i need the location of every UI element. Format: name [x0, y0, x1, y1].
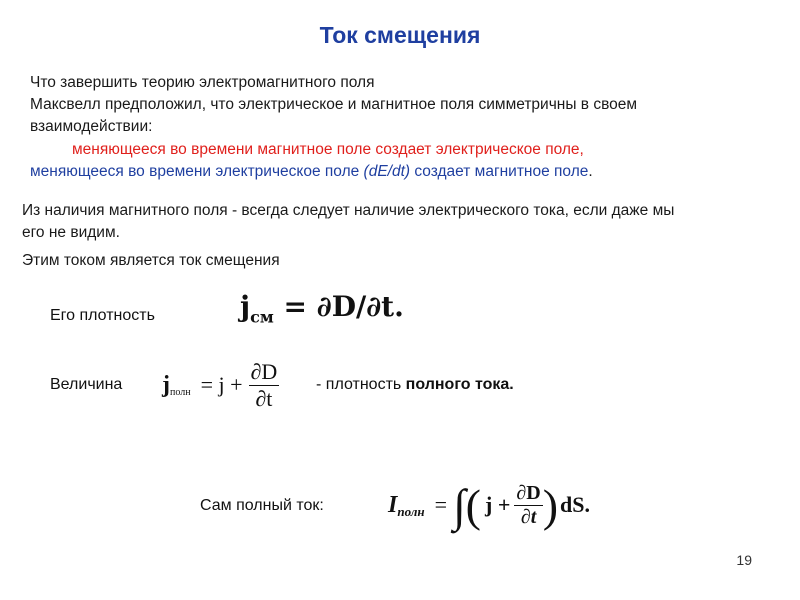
full-ds: dS. — [560, 492, 591, 517]
para3-text: Этим током является ток смещения — [22, 252, 280, 269]
density-label: Его плотность — [50, 307, 155, 324]
page-number: 19 — [736, 552, 752, 568]
full-lhs-sub: полн — [397, 504, 425, 519]
full-integral: ∫ — [453, 479, 466, 531]
full-eq: = — [434, 492, 448, 517]
density-lhs: j — [240, 290, 251, 323]
magnitude-eq: = j + — [200, 372, 243, 397]
density-rhs: = ∂D/∂t. — [283, 290, 404, 323]
full-num: ∂D — [516, 481, 541, 504]
magnitude-label: Величина — [50, 376, 123, 393]
intro-blue-prefix: меняющееся во времени электрическое поле — [30, 163, 364, 180]
full-fraction — [514, 482, 542, 529]
intro-blue-dot: . — [588, 163, 593, 180]
magnitude-formula — [162, 355, 279, 415]
magnitude-num: ∂D — [250, 358, 278, 384]
page-title: Ток смещения — [319, 22, 481, 48]
density-lhs-sub: см — [250, 307, 274, 327]
intro-blue-suffix: создает магнитное поле — [410, 163, 589, 180]
intro-line-3: взаимодействии: — [30, 118, 153, 135]
intro-red-line: меняющееся во времени магнитное поле создает электрическое поле, — [72, 141, 584, 158]
intro-blue-italic: (dE/dt) — [363, 163, 411, 180]
intro-line-1: Что завершить теорию электромагнитного поля — [30, 74, 375, 91]
full-j: j + — [485, 492, 511, 517]
full-den: ∂t — [520, 505, 537, 528]
full-close-paren: ) — [542, 479, 559, 531]
magnitude-lhs: j — [162, 371, 170, 398]
magnitude-desc — [316, 376, 514, 394]
full-current-label: Сам полный ток: — [200, 497, 324, 514]
magnitude-desc-bold: полного тока. — [405, 376, 514, 393]
intro-blue-line — [30, 161, 593, 183]
para2-line-1: Из наличия магнитного поля - всегда следует наличие электрического тока, если даже мы — [22, 202, 675, 219]
full-lhs: I — [388, 491, 398, 518]
magnitude-fraction — [249, 359, 280, 412]
magnitude-lhs-sub: полн — [170, 386, 191, 398]
magnitude-desc-prefix: - плотность — [316, 376, 406, 393]
magnitude-den: ∂t — [255, 385, 273, 411]
para2-line-2: его не видим. — [22, 224, 120, 241]
density-formula — [240, 290, 404, 327]
full-open-paren: ( — [465, 479, 481, 531]
full-current-formula — [388, 470, 590, 540]
intro-line-2: Максвелл предположил, что электрическое и магнитное поля симметричны в своем — [30, 96, 638, 113]
